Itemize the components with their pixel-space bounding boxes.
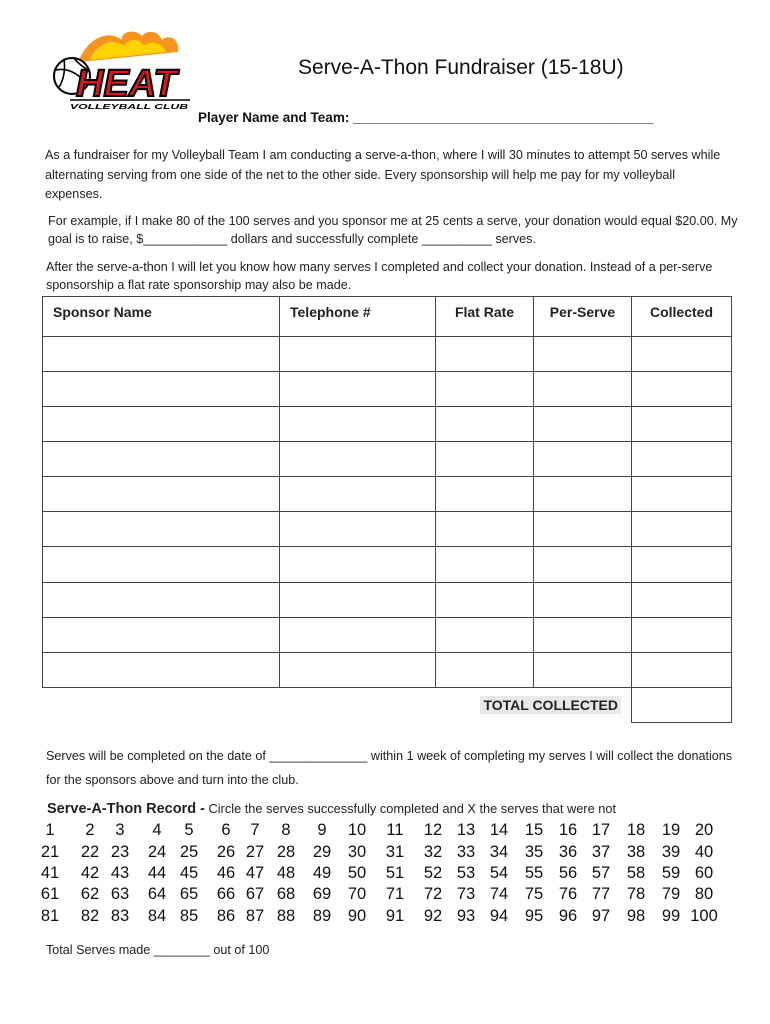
serve-number[interactable]: 68 bbox=[276, 885, 296, 903]
flat-rate-cell[interactable] bbox=[436, 652, 534, 687]
serve-number[interactable]: 80 bbox=[694, 885, 714, 903]
flat-rate-cell[interactable] bbox=[436, 407, 534, 442]
serve-number[interactable]: 3 bbox=[115, 821, 125, 839]
total-row bbox=[43, 687, 732, 722]
serve-number[interactable]: 42 bbox=[80, 864, 100, 882]
serve-number[interactable]: 48 bbox=[276, 864, 296, 882]
serve-number[interactable]: 90 bbox=[347, 907, 367, 925]
serve-number[interactable]: 46 bbox=[216, 864, 236, 882]
serve-number[interactable]: 21 bbox=[40, 843, 60, 861]
sponsor-name-cell[interactable] bbox=[43, 442, 280, 477]
total-serves-field: Total Serves made ________ out of 100 bbox=[46, 943, 270, 957]
column-header-per-serve: Per-Serve bbox=[534, 297, 632, 337]
column-header-telephone: Telephone # bbox=[280, 297, 436, 337]
serve-number[interactable]: 2 bbox=[85, 821, 95, 839]
serve-number[interactable]: 62 bbox=[80, 885, 100, 903]
serve-number[interactable]: 58 bbox=[626, 864, 646, 882]
sponsor-row bbox=[43, 477, 732, 512]
serve-number[interactable]: 55 bbox=[524, 864, 544, 882]
telephone-cell[interactable] bbox=[280, 582, 436, 617]
per-serve-cell[interactable] bbox=[534, 512, 632, 547]
serve-number[interactable]: 9 bbox=[317, 821, 327, 839]
serve-number[interactable]: 89 bbox=[312, 907, 332, 925]
serve-number[interactable]: 13 bbox=[456, 821, 476, 839]
serve-number[interactable]: 94 bbox=[489, 907, 509, 925]
logo-text: HEAT bbox=[76, 63, 177, 105]
serve-number[interactable]: 44 bbox=[147, 864, 167, 882]
sponsor-row bbox=[43, 547, 732, 582]
serve-number[interactable]: 34 bbox=[489, 843, 509, 861]
collected-cell[interactable] bbox=[632, 617, 732, 652]
serve-number[interactable]: 84 bbox=[147, 907, 167, 925]
collected-cell[interactable] bbox=[632, 407, 732, 442]
telephone-cell[interactable] bbox=[280, 442, 436, 477]
per-serve-cell[interactable] bbox=[534, 582, 632, 617]
column-header-flat-rate: Flat Rate bbox=[436, 297, 534, 337]
serve-number[interactable]: 79 bbox=[661, 885, 681, 903]
collected-cell[interactable] bbox=[632, 477, 732, 512]
serve-number[interactable]: 76 bbox=[558, 885, 578, 903]
serve-number[interactable]: 17 bbox=[591, 821, 611, 839]
total-collected-field[interactable] bbox=[632, 687, 732, 722]
sponsor-name-cell[interactable] bbox=[43, 477, 280, 512]
serve-number[interactable]: 95 bbox=[524, 907, 544, 925]
serve-number[interactable]: 61 bbox=[40, 885, 60, 903]
serve-number[interactable]: 28 bbox=[276, 843, 296, 861]
sponsor-name-cell[interactable] bbox=[43, 337, 280, 372]
table-header-row bbox=[43, 297, 732, 337]
serve-number[interactable]: 23 bbox=[110, 843, 130, 861]
serve-number[interactable]: 66 bbox=[216, 885, 236, 903]
per-serve-cell[interactable] bbox=[534, 337, 632, 372]
serve-number[interactable]: 78 bbox=[626, 885, 646, 903]
sponsor-name-cell[interactable] bbox=[43, 407, 280, 442]
flat-rate-cell[interactable] bbox=[436, 477, 534, 512]
serve-number[interactable]: 29 bbox=[312, 843, 332, 861]
serve-number[interactable]: 32 bbox=[423, 843, 443, 861]
flat-rate-cell[interactable] bbox=[436, 512, 534, 547]
serve-record-heading bbox=[47, 801, 616, 817]
telephone-cell[interactable] bbox=[280, 617, 436, 652]
serve-number[interactable]: 69 bbox=[312, 885, 332, 903]
serve-number[interactable]: 24 bbox=[147, 843, 167, 861]
serve-number[interactable]: 96 bbox=[558, 907, 578, 925]
serve-number[interactable]: 18 bbox=[626, 821, 646, 839]
sponsor-name-cell[interactable] bbox=[43, 652, 280, 687]
sponsor-row bbox=[43, 442, 732, 477]
serve-record-instruction: Circle the serves successfully completed and X the serves that were not bbox=[204, 801, 617, 816]
per-serve-cell[interactable] bbox=[534, 652, 632, 687]
serve-number[interactable]: 41 bbox=[40, 864, 60, 882]
serve-number[interactable]: 74 bbox=[489, 885, 509, 903]
sponsor-row bbox=[43, 582, 732, 617]
serve-number[interactable]: 27 bbox=[245, 843, 265, 861]
flat-rate-cell[interactable] bbox=[436, 547, 534, 582]
sponsor-name-cell[interactable] bbox=[43, 547, 280, 582]
serve-number[interactable]: 60 bbox=[694, 864, 714, 882]
serve-number[interactable]: 39 bbox=[661, 843, 681, 861]
telephone-cell[interactable] bbox=[280, 512, 436, 547]
serve-number[interactable]: 65 bbox=[179, 885, 199, 903]
serve-number[interactable]: 16 bbox=[558, 821, 578, 839]
serve-number[interactable]: 35 bbox=[524, 843, 544, 861]
serve-number[interactable]: 33 bbox=[456, 843, 476, 861]
serve-number[interactable]: 26 bbox=[216, 843, 236, 861]
serve-number[interactable]: 36 bbox=[558, 843, 578, 861]
sponsor-row bbox=[43, 617, 732, 652]
serve-number[interactable]: 98 bbox=[626, 907, 646, 925]
serve-number[interactable]: 10 bbox=[347, 821, 367, 839]
serve-number[interactable]: 92 bbox=[423, 907, 443, 925]
serve-number[interactable]: 45 bbox=[179, 864, 199, 882]
example-paragraph: For example, if I make 80 of the 100 serves and you sponsor me at 25 cents a serve, your donation would equal $20.00. My goal is to raise, $____________ dollars and successfully complete __________ serves. bbox=[48, 214, 738, 246]
serve-number[interactable]: 67 bbox=[245, 885, 265, 903]
flat-rate-cell[interactable] bbox=[436, 582, 534, 617]
serve-number[interactable]: 22 bbox=[80, 843, 100, 861]
serve-number[interactable]: 40 bbox=[694, 843, 714, 861]
sponsor-name-cell[interactable] bbox=[43, 372, 280, 407]
sponsor-row bbox=[43, 372, 732, 407]
serve-number[interactable]: 85 bbox=[179, 907, 199, 925]
serve-number[interactable]: 43 bbox=[110, 864, 130, 882]
sponsor-row bbox=[43, 337, 732, 372]
column-header-collected: Collected bbox=[632, 297, 732, 337]
serve-number[interactable]: 88 bbox=[276, 907, 296, 925]
serve-number[interactable]: 73 bbox=[456, 885, 476, 903]
serve-number[interactable]: 7 bbox=[250, 821, 260, 839]
telephone-cell[interactable] bbox=[280, 407, 436, 442]
serve-number[interactable]: 64 bbox=[147, 885, 167, 903]
logo-subtext: VOLLEYBALL CLUB bbox=[70, 104, 188, 111]
serve-number[interactable]: 87 bbox=[245, 907, 265, 925]
collected-cell[interactable] bbox=[632, 442, 732, 477]
collected-cell[interactable] bbox=[632, 582, 732, 617]
telephone-cell[interactable] bbox=[280, 547, 436, 582]
flat-rate-cell[interactable] bbox=[436, 442, 534, 477]
serve-number[interactable]: 56 bbox=[558, 864, 578, 882]
serve-number[interactable]: 71 bbox=[385, 885, 405, 903]
per-serve-cell[interactable] bbox=[534, 617, 632, 652]
sponsor-row bbox=[43, 652, 732, 687]
serve-number[interactable]: 50 bbox=[347, 864, 367, 882]
serve-number[interactable]: 54 bbox=[489, 864, 509, 882]
serve-record-label: Serve-A-Thon Record - bbox=[47, 801, 205, 817]
serve-number[interactable]: 77 bbox=[591, 885, 611, 903]
per-serve-cell[interactable] bbox=[534, 407, 632, 442]
serve-number[interactable]: 6 bbox=[221, 821, 231, 839]
serve-number[interactable]: 100 bbox=[690, 907, 718, 925]
sponsor-table bbox=[42, 296, 732, 723]
player-name-team-field: Player Name and Team: ________________________________________ bbox=[198, 110, 654, 125]
serve-number[interactable]: 59 bbox=[661, 864, 681, 882]
collected-cell[interactable] bbox=[632, 372, 732, 407]
serve-number[interactable]: 12 bbox=[423, 821, 443, 839]
serve-number[interactable]: 99 bbox=[661, 907, 681, 925]
heat-volleyball-logo bbox=[50, 28, 200, 114]
flat-rate-cell[interactable] bbox=[436, 617, 534, 652]
serve-number[interactable]: 5 bbox=[184, 821, 194, 839]
serve-number[interactable]: 93 bbox=[456, 907, 476, 925]
serve-number[interactable]: 81 bbox=[40, 907, 60, 925]
serve-number[interactable]: 49 bbox=[312, 864, 332, 882]
per-serve-cell[interactable] bbox=[534, 477, 632, 512]
serve-number[interactable]: 75 bbox=[524, 885, 544, 903]
serve-number[interactable]: 15 bbox=[524, 821, 544, 839]
serve-number[interactable]: 8 bbox=[281, 821, 291, 839]
serve-number[interactable]: 19 bbox=[661, 821, 681, 839]
page-title: Serve-A-Thon Fundraiser (15-18U) bbox=[298, 56, 624, 79]
telephone-cell[interactable] bbox=[280, 652, 436, 687]
per-serve-cell[interactable] bbox=[534, 547, 632, 582]
per-serve-cell[interactable] bbox=[534, 372, 632, 407]
serve-number[interactable]: 86 bbox=[216, 907, 236, 925]
sponsor-row bbox=[43, 407, 732, 442]
collected-cell[interactable] bbox=[632, 337, 732, 372]
completion-paragraph: Serves will be completed on the date of ______________ within 1 week of completing my serves I will collect the donations for the sponsors above and turn into the club. bbox=[46, 749, 733, 787]
serve-number[interactable]: 37 bbox=[591, 843, 611, 861]
flat-rate-cell[interactable] bbox=[436, 372, 534, 407]
sponsor-name-cell[interactable] bbox=[43, 617, 280, 652]
collected-cell[interactable] bbox=[632, 652, 732, 687]
serve-number[interactable]: 53 bbox=[456, 864, 476, 882]
serve-number[interactable]: 72 bbox=[423, 885, 443, 903]
total-collected-label: TOTAL COLLECTED bbox=[480, 696, 621, 714]
serve-number[interactable]: 20 bbox=[694, 821, 714, 839]
serve-number[interactable]: 70 bbox=[347, 885, 367, 903]
serve-number[interactable]: 51 bbox=[385, 864, 405, 882]
telephone-cell[interactable] bbox=[280, 372, 436, 407]
after-paragraph: After the serve-a-thon I will let you know how many serves I completed and collect your donation. Instead of a per-serve sponsorship a flat rate sponsorship may also be made. bbox=[46, 260, 713, 292]
per-serve-cell[interactable] bbox=[534, 442, 632, 477]
serve-number[interactable]: 97 bbox=[591, 907, 611, 925]
column-header-sponsor-name: Sponsor Name bbox=[43, 297, 280, 337]
sponsor-row bbox=[43, 512, 732, 547]
telephone-cell[interactable] bbox=[280, 477, 436, 512]
telephone-cell[interactable] bbox=[280, 337, 436, 372]
serve-number[interactable]: 52 bbox=[423, 864, 443, 882]
serve-number[interactable]: 11 bbox=[386, 821, 404, 839]
serve-number[interactable]: 14 bbox=[489, 821, 509, 839]
serve-number[interactable]: 91 bbox=[385, 907, 405, 925]
collected-cell[interactable] bbox=[632, 512, 732, 547]
total-label-cell bbox=[43, 687, 632, 722]
intro-paragraph: As a fundraiser for my Volleyball Team I am conducting a serve-a-thon, where I will 30 minutes to attempt 50 serves while alternating serving from one side of the net to the other side. Every sponsorship will help me pay for my volleyball expenses. bbox=[45, 148, 721, 201]
serve-number[interactable]: 82 bbox=[80, 907, 100, 925]
serve-number[interactable]: 63 bbox=[110, 885, 130, 903]
serve-number[interactable]: 31 bbox=[385, 843, 405, 861]
collected-cell[interactable] bbox=[632, 547, 732, 582]
serve-number[interactable]: 83 bbox=[110, 907, 130, 925]
serve-number[interactable]: 4 bbox=[152, 821, 162, 839]
serve-number[interactable]: 25 bbox=[179, 843, 199, 861]
sponsor-name-cell[interactable] bbox=[43, 512, 280, 547]
serve-number[interactable]: 30 bbox=[347, 843, 367, 861]
serve-number[interactable]: 1 bbox=[45, 821, 55, 839]
flat-rate-cell[interactable] bbox=[436, 337, 534, 372]
serve-number[interactable]: 57 bbox=[591, 864, 611, 882]
sponsor-name-cell[interactable] bbox=[43, 582, 280, 617]
serve-number[interactable]: 38 bbox=[626, 843, 646, 861]
serve-number[interactable]: 47 bbox=[245, 864, 265, 882]
